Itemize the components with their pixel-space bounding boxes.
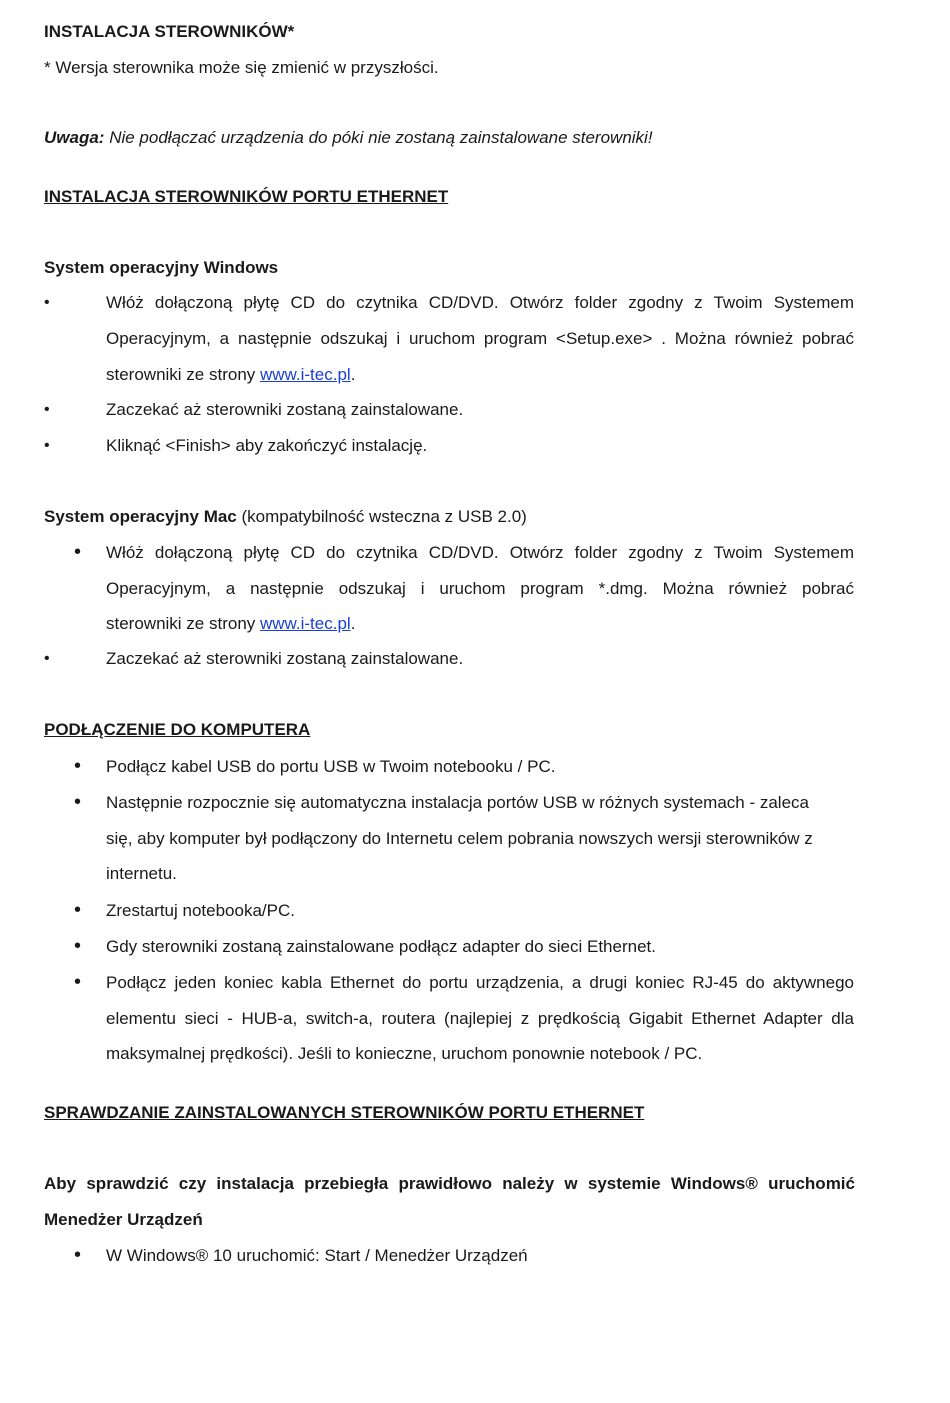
windows-item1-line2: Operacyjnym, a następnie odszukaj i uruchom program <Setup.exe> . Można również pobrać [106,329,854,348]
mac-item1-line2: Operacyjnym, a następnie odszukaj i uruchom program *.dmg. Można również pobrać [106,579,854,598]
mac-item1-line1: Włóż dołączoną płytę CD do czytnika CD/DVD. Otwórz folder zgodny z Twoim Systemem [106,543,854,562]
windows-item2: Zaczekać aż sterowniki zostaną zainstalowane. [106,400,464,419]
heading-drivers: INSTALACJA STEROWNIKÓW* [44,22,295,41]
connect-item2-line2: się, aby komputer był podłączony do Internetu celem pobrania nowszych wersji sterowników z [106,829,813,848]
bullet: • [74,791,82,813]
connect-item5-line3: maksymalnej prędkości). Jeśli to konieczne, uruchom ponownie notebook / PC. [106,1044,703,1063]
heading-ethernet: INSTALACJA STEROWNIKÓW PORTU ETHERNET [44,187,449,206]
connect-item4: Gdy sterowniki zostaną zainstalowane podłącz adapter do sieci Ethernet. [106,937,656,956]
check-intro-line2: Menedżer Urządzeń [44,1210,203,1229]
warning-note [44,128,653,148]
connect-item5-line2: elementu sieci - HUB-a, switch-a, routera (najlepiej z prędkością Gigabit Ethernet Adapter dla [106,1009,854,1028]
connect-item1: Podłącz kabel USB do portu USB w Twoim notebooku / PC. [106,757,556,776]
bullet: • [74,971,82,993]
warning-label: Uwaga: [44,128,105,147]
windows-item1-line1: Włóż dołączoną płytę CD do czytnika CD/DVD. Otwórz folder zgodny z Twoim Systemem [106,293,854,312]
bullet: • [74,541,82,563]
bullet: • [74,755,82,777]
mac-item1-line3-pre: sterowniki ze strony [106,614,260,633]
windows-item3: Kliknąć <Finish> aby zakończyć instalację. [106,436,428,455]
mac-item2: Zaczekać aż sterowniki zostaną zainstalowane. [106,649,464,668]
connect-item5-line1: Podłącz jeden koniec kabla Ethernet do portu urządzenia, a drugi koniec RJ-45 do aktywnego [106,973,854,992]
version-note: * Wersja sterownika może się zmienić w przyszłości. [44,58,439,77]
bullet: • [74,1244,82,1266]
windows-itec-link[interactable]: www.i-tec.pl [260,365,351,384]
connect-item2-line1: Następnie rozpocznie się automatyczna instalacja portów USB w różnych systemach - zaleca [106,793,809,812]
check-intro-line1: Aby sprawdzić czy instalacja przebiegła prawidłowo należy w systemie Windows® uruchomić [44,1174,855,1193]
windows-item1-line3-pre: sterowniki ze strony [106,365,260,384]
mac-itec-link[interactable]: www.i-tec.pl [260,614,351,633]
connect-item2-line3: internetu. [106,864,177,883]
mac-item1-line3 [106,614,355,634]
heading-connect: PODŁĄCZENIE DO KOMPUTERA [44,720,311,739]
bullet: • [74,899,82,921]
mac-title-line [44,507,527,527]
warning-text: Nie podłączać urządzenia do póki nie zostaną zainstalowane sterowniki! [104,128,653,147]
mac-title: System operacyjny Mac [44,507,237,526]
connect-item3: Zrestartuj notebooka/PC. [106,901,295,920]
windows-item1-line3 [106,365,355,385]
mac-title-note: (kompatybilność wsteczna z USB 2.0) [236,507,527,526]
mac-item1-line3-post: . [350,614,356,633]
windows-item1-line3-post: . [350,365,356,384]
heading-check: SPRAWDZANIE ZAINSTALOWANYCH STEROWNIKÓW PORTU ETHERNET [44,1103,645,1122]
check-item1: W Windows® 10 uruchomić: Start / Menedżer Urządzeń [106,1246,528,1265]
bullet: • [44,294,50,311]
bullet: • [74,935,82,957]
windows-title: System operacyjny Windows [44,258,279,277]
bullet: • [44,437,50,454]
bullet: • [44,401,50,418]
bullet: • [44,650,50,667]
